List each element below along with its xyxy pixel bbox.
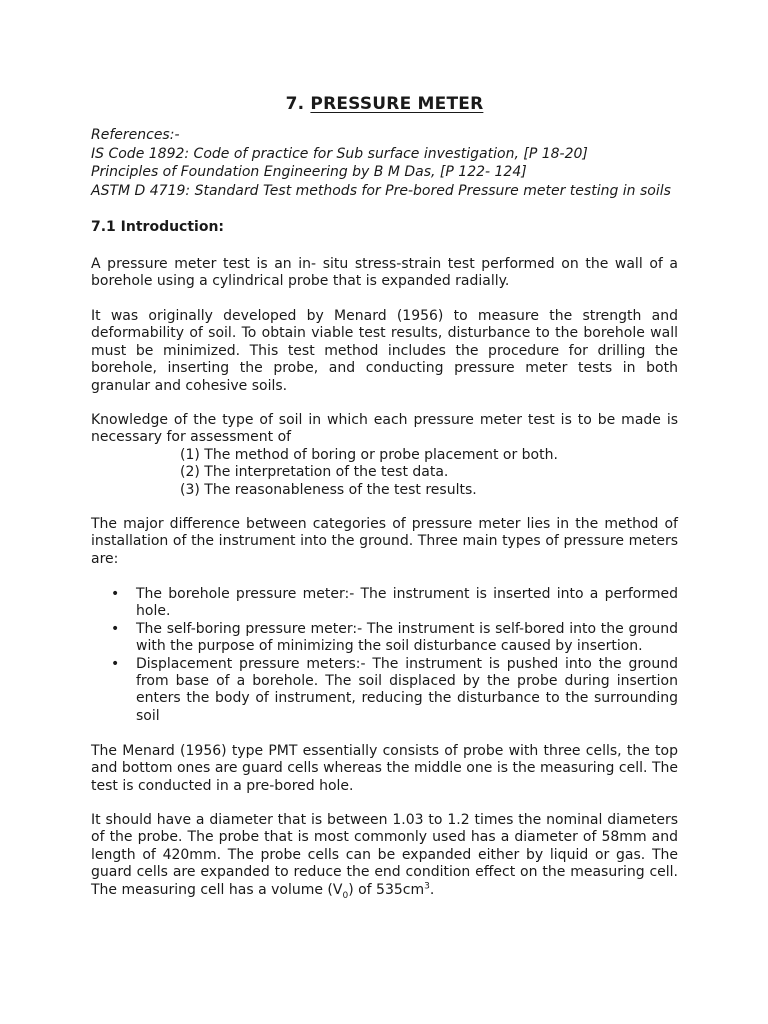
page-title — [91, 94, 678, 114]
numbered-item: (2) The interpretation of the test data. — [180, 464, 449, 481]
paragraph: It was originally developed by Menard (1956) to measure the strength and deformability of soil. To obtain viable test results, disturbance to the borehole wall must be minimized. This test method includes the procedure for drilling the borehole, inserting the probe, and conducting pressure meter tests in both granular and cohesive soils. — [91, 308, 678, 394]
numbered-item: (1) The method of boring or probe placement or both. — [180, 447, 558, 463]
paragraph: A pressure meter test is an in- situ stress-strain test performed on the wall of a borehole using a cylindrical probe that is expanded radially. — [91, 256, 678, 290]
bullet-list — [91, 586, 678, 725]
references-label: References:- — [91, 127, 180, 143]
paragraph: The major difference between categories of pressure meter lies in the method of installation of the instrument into the ground. Three main types of pressure meters are: — [91, 516, 678, 567]
reference-item: IS Code 1892: Code of practice for Sub surface investigation, [P 18-20] — [91, 145, 588, 162]
bullet-icon: • — [111, 620, 120, 637]
list-item-text: The self-boring pressure meter:- The instrument is self-bored into the ground with the purpose of minimizing the soil disturbance caused by insertion. — [136, 620, 678, 655]
paragraph: Knowledge of the type of soil in which each pressure meter test is to be made is necessary for assessment of — [91, 412, 678, 446]
list-item — [91, 586, 678, 621]
list-item — [91, 656, 678, 726]
section-heading: 7.1 Introduction: — [91, 219, 225, 235]
references-block — [91, 126, 691, 200]
paragraph-text: . — [429, 881, 435, 898]
title-text: PRESSURE METER — [310, 94, 484, 114]
list-item-text: The borehole pressure meter:- The instrument is inserted into a performed hole. — [136, 586, 678, 620]
numbered-list — [180, 447, 558, 499]
superscript: 3 — [424, 880, 430, 891]
reference-item: ASTM D 4719: Standard Test methods for Pre-bored Pressure meter testing in soils — [91, 182, 671, 199]
subscript: 0 — [342, 890, 349, 901]
title-number: 7. — [285, 94, 305, 114]
paragraph — [91, 812, 678, 899]
reference-item: Principles of Foundation Engineering by B M Das, [P 122- 124] — [91, 164, 527, 180]
bullet-icon: • — [111, 586, 120, 602]
list-item — [91, 621, 678, 656]
paragraph: The Menard (1956) type PMT essentially consists of probe with three cells, the top and bottom ones are guard cells whereas the middle one is the measuring cell. The test is conducted in a pre-bored hole. — [91, 743, 678, 794]
paragraph-text: ) of 535cm — [348, 881, 425, 898]
paragraph-text: It should have a diameter that is between 1.03 to 1.2 times the nominal diameters of the probe. The probe that is most commonly used has a diameter of 58mm and length of 420mm. The probe cells can be expanded either by liquid or gas. The guard cells are expanded to reduce the end condition effect on the measuring cell. The measuring cell has a volume (V — [91, 812, 678, 898]
bullet-icon: • — [111, 655, 120, 672]
numbered-item: (3) The reasonableness of the test results. — [180, 481, 477, 498]
list-item-text: Displacement pressure meters:- The instrument is pushed into the ground from base of a borehole. The soil displaced by the probe during insertion enters the body of instrument, reducing the disturbance to the surrounding soil — [136, 655, 678, 724]
